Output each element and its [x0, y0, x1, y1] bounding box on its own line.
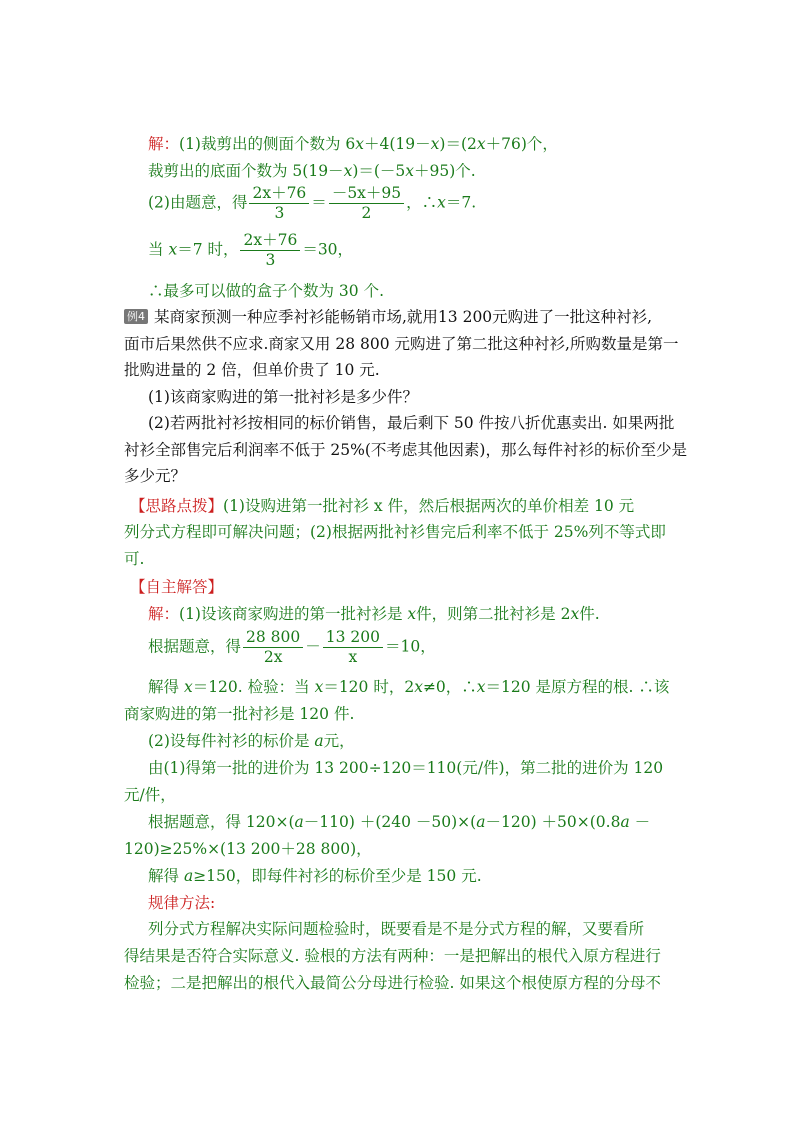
solution-line-5: ∴最多可以做的盒子个数为 30 个. — [148, 282, 385, 300]
question-2-line-1: (2)若两批衬衫按相同的标价销售，最后剩下 50 件按八折优惠卖出. 如果两批 — [148, 414, 675, 432]
example-line-3: 批购进量的 2 倍，但单价贵了 10 元. — [124, 361, 380, 379]
method-title: 规律方法: — [148, 894, 216, 912]
fraction: $\frac{2x+76}{3}$ — [249, 184, 309, 223]
fraction: $\frac{13 200}{x}$ — [323, 628, 383, 667]
hint-title: 【思路点拨】 — [130, 497, 224, 515]
fraction: $\frac{2x+76}{3}$ — [240, 231, 300, 270]
example-line-1: 例4 某商家预测一种应季衬衫能畅销市场,就用13 200元购进了一批这种衬衫, — [124, 306, 652, 328]
solution-line-3: (2)由题意，得 $\frac{2x+76}{3}$ ＝ $\frac{-5x+95}{2}$ ，∴x＝7. — [148, 184, 477, 222]
answer-label: 解： — [148, 605, 180, 623]
answer-line-7: 元/件， — [124, 786, 176, 804]
example-line-2: 面市后果然供不应求.商家又用 28 800 元购进了第二批这种衬衫,所购数量是第一 — [124, 335, 679, 353]
solution-line-2: 裁剪出的底面个数为 5(19－x)＝(－5x＋95)个. — [148, 162, 476, 180]
fraction: $\frac{28 800}{2x}$ — [243, 628, 303, 667]
question-2-line-3: 多少元？ — [124, 467, 187, 485]
example-tag: 例4 — [124, 309, 148, 324]
hint-line-2: 列分式方程即可解决问题；(2)根据两批衬衫售完后利率不低于 25%列不等式即 — [124, 523, 666, 541]
answer-line-4: 商家购进的第一批衬衫是 120 件. — [124, 705, 355, 723]
answer-line-6: 由(1)得第一批的进价为 13 200÷120＝110(元/件)，第二批的进价为 120 — [148, 759, 664, 777]
method-line-3: 检验；二是把解出的根代入最简公分母进行检验. 如果这个根使原方程的分母不 — [124, 974, 661, 992]
answer-line-5: (2)设每件衬衫的标价是 a元， — [148, 732, 355, 750]
solution-line-4: 当 x＝7 时， $\frac{2x+76}{3}$ ＝30， — [148, 231, 354, 269]
solution-label: 解： — [148, 135, 180, 153]
method-line-2: 得结果是否符合实际意义. 验根的方法有两种：一是把解出的根代入原方程进行 — [124, 947, 661, 965]
hint-line-1: 【思路点拨】(1)设购进第一批衬衫 x 件，然后根据两次的单价相差 10 元 — [130, 497, 635, 515]
fraction: $\frac{-5x+95}{2}$ — [329, 184, 404, 223]
answer-line-8: 根据题意，得 120×(a－110) ＋(240 －50)×(a－120) ＋50×(0.8a － — [148, 813, 651, 831]
solution-line-1: 解：(1)裁剪出的侧面个数为 6x＋4(19－x)＝(2x＋76)个， — [148, 135, 558, 153]
answer-line-1: 解：(1)设该商家购进的第一批衬衫是 x件，则第二批衬衫是 2x件. — [148, 605, 600, 623]
question-1: (1)该商家购进的第一批衬衫是多少件？ — [148, 388, 418, 406]
answer-line-9: 120)≥25%×(13 200＋28 800)， — [124, 840, 372, 858]
answer-line-2: 根据题意，得 $\frac{28 800}{2x}$ － $\frac{13 200}{x}$ ＝10， — [148, 628, 436, 666]
answer-line-3: 解得 x＝120. 检验：当 x＝120 时，2x≠0，∴x＝120 是原方程的根. ∴该 — [148, 678, 670, 696]
method-line-1: 列分式方程解决实际问题检验时，既要看是不是分式方程的解，又要看所 — [148, 920, 645, 938]
answer-line-10: 解得 a≥150，即每件衬衫的标价至少是 150 元. — [148, 867, 482, 885]
question-2-line-2: 衬衫全部售完后利润率不低于 25%(不考虑其他因素)，那么每件衬衫的标价至少是 — [124, 441, 687, 459]
hint-line-3: 可. — [124, 550, 145, 568]
answer-title: 【自主解答】 — [130, 578, 224, 596]
